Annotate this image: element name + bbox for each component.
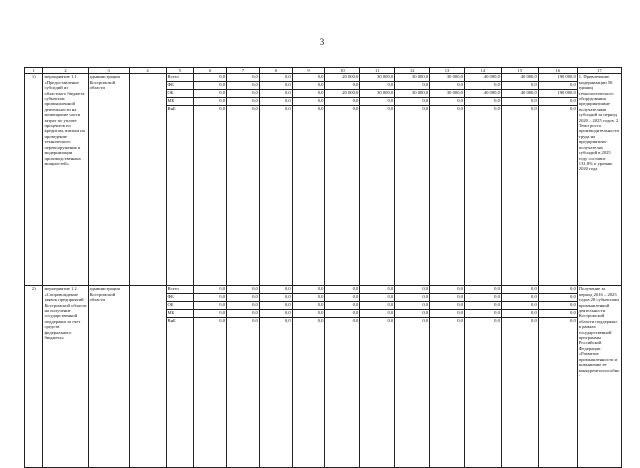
- value-cell: 0,0: [227, 302, 260, 310]
- row-number-cell: 2): [25, 286, 43, 468]
- value-cell: 0,0: [227, 90, 260, 98]
- value-cell: 0,0: [194, 286, 227, 294]
- value-cell: 0,0: [395, 106, 430, 286]
- value-cell: 0,0: [430, 98, 465, 106]
- value-cell: 190 000,0: [538, 90, 577, 98]
- value-cell: 0,0: [464, 82, 501, 90]
- value-cell: 0,0: [360, 98, 395, 106]
- value-cell: 0,0: [227, 82, 260, 90]
- value-cell: 0,0: [259, 82, 292, 90]
- value-cell: 0,0: [292, 90, 325, 98]
- header-cell: 17: [577, 68, 621, 74]
- value-cell: 0,0: [325, 294, 360, 302]
- value-cell: 0,0: [194, 318, 227, 468]
- value-cell: 0,0: [464, 286, 501, 294]
- value-cell: 0,0: [395, 294, 430, 302]
- source-label-cell: Всего: [166, 74, 194, 82]
- value-cell: 0,0: [464, 302, 501, 310]
- source-label-cell: ФБ: [166, 294, 194, 302]
- value-cell: 20 000,0: [325, 74, 360, 82]
- value-cell: 0,0: [227, 318, 260, 468]
- value-cell: 0,0: [395, 82, 430, 90]
- value-cell: 0,0: [325, 98, 360, 106]
- executor-cell: администрация Костромской области: [88, 286, 129, 468]
- value-cell: 0,0: [259, 74, 292, 82]
- value-cell: 0,0: [501, 294, 538, 302]
- value-cell: 0,0: [227, 310, 260, 318]
- value-cell: 0,0: [501, 302, 538, 310]
- value-cell: 0,0: [292, 74, 325, 82]
- blank-cell: [129, 286, 166, 468]
- value-cell: 0,0: [430, 286, 465, 294]
- value-cell: 0,0: [194, 310, 227, 318]
- source-label-cell: МБ: [166, 98, 194, 106]
- value-cell: 0,0: [227, 286, 260, 294]
- value-cell: 0,0: [259, 318, 292, 468]
- value-cell: 0,0: [538, 310, 577, 318]
- value-cell: 190 000,0: [538, 74, 577, 82]
- executor-cell: администрация Костромской области: [88, 74, 129, 286]
- value-cell: 0,0: [259, 90, 292, 98]
- row-number-cell: 1): [25, 74, 43, 286]
- value-cell: 0,0: [259, 106, 292, 286]
- value-cell: 0,0: [464, 310, 501, 318]
- value-cell: 0,0: [227, 98, 260, 106]
- value-cell: 0,0: [464, 106, 501, 286]
- value-cell: 0,0: [395, 98, 430, 106]
- value-cell: 0,0: [395, 302, 430, 310]
- value-cell: 0,0: [464, 98, 501, 106]
- value-cell: 0,0: [194, 82, 227, 90]
- header-cell: 4: [129, 68, 166, 74]
- value-cell: 0,0: [538, 106, 577, 286]
- value-cell: 0,0: [259, 294, 292, 302]
- value-cell: 30 000,0: [395, 90, 430, 98]
- result-cell: Получение за период 2016 – 2025 годов 28 субъектами промышленной деятельности Костромской области поддержки в рамках государственной программы Российской Федерации «Развитие промышленности и повышение ее конкурентоспособно-: [577, 286, 621, 468]
- header-cell: 11: [360, 68, 395, 74]
- header-cell: 1: [25, 68, 43, 74]
- value-cell: 0,0: [538, 98, 577, 106]
- value-cell: 40 000,0: [464, 90, 501, 98]
- value-cell: 0,0: [360, 286, 395, 294]
- value-cell: 0,0: [395, 286, 430, 294]
- value-cell: 0,0: [292, 82, 325, 90]
- source-label-cell: ОБ: [166, 90, 194, 98]
- value-cell: 0,0: [430, 310, 465, 318]
- value-cell: 0,0: [325, 106, 360, 286]
- value-cell: 0,0: [501, 310, 538, 318]
- value-cell: 0,0: [194, 106, 227, 286]
- value-cell: 0,0: [292, 302, 325, 310]
- value-cell: 0,0: [292, 106, 325, 286]
- header-cell: 3: [88, 68, 129, 74]
- header-cell: 8: [259, 68, 292, 74]
- value-cell: 0,0: [395, 310, 430, 318]
- value-cell: 40 000,0: [464, 74, 501, 82]
- value-cell: 0,0: [430, 106, 465, 286]
- result-cell: 1. Привлечение модернизации 58 единиц технологического оборудования предприятиями-получателями субсидий за период 2020 – 2025 годов. 2. Темп роста производительности труда на предприятиях-получателях субсидий в 2025 году составит 131,8% к уровню 2020 года: [577, 74, 621, 286]
- value-cell: 0,0: [501, 82, 538, 90]
- measure-cell: мероприятие 1.2 «Сопровождение заявок предприятий Костромской области на получение государственной поддержки за счет средств федерального бюджета»: [43, 286, 88, 468]
- header-cell: 6: [194, 68, 227, 74]
- table-row: [25, 74, 622, 82]
- value-cell: 0,0: [501, 106, 538, 286]
- value-cell: 0,0: [538, 82, 577, 90]
- value-cell: 30 000,0: [430, 90, 465, 98]
- value-cell: 0,0: [227, 294, 260, 302]
- value-cell: 0,0: [538, 286, 577, 294]
- value-cell: 30 000,0: [395, 74, 430, 82]
- value-cell: 0,0: [259, 286, 292, 294]
- value-cell: 0,0: [325, 286, 360, 294]
- value-cell: 0,0: [430, 302, 465, 310]
- value-cell: 0,0: [464, 294, 501, 302]
- program-table: [24, 67, 622, 468]
- value-cell: 0,0: [292, 318, 325, 468]
- header-cell: 2: [43, 68, 88, 74]
- blank-cell: [129, 74, 166, 286]
- header-cell: 16: [538, 68, 577, 74]
- value-cell: 0,0: [464, 318, 501, 468]
- value-cell: 0,0: [360, 302, 395, 310]
- value-cell: 0,0: [259, 302, 292, 310]
- value-cell: 0,0: [325, 82, 360, 90]
- header-cell: 5: [166, 68, 194, 74]
- value-cell: 0,0: [194, 74, 227, 82]
- value-cell: 0,0: [325, 318, 360, 468]
- source-label-cell: ВнБ: [166, 318, 194, 468]
- value-cell: 0,0: [501, 318, 538, 468]
- header-cell: 12: [395, 68, 430, 74]
- header-cell: 7: [227, 68, 260, 74]
- source-label-cell: ФБ: [166, 82, 194, 90]
- value-cell: 0,0: [501, 98, 538, 106]
- value-cell: 0,0: [259, 98, 292, 106]
- value-cell: 0,0: [227, 74, 260, 82]
- header-cell: 10: [325, 68, 360, 74]
- value-cell: 0,0: [259, 310, 292, 318]
- header-cell: 15: [501, 68, 538, 74]
- value-cell: 40 000,0: [501, 90, 538, 98]
- value-cell: 40 000,0: [501, 74, 538, 82]
- value-cell: 0,0: [292, 310, 325, 318]
- value-cell: 0,0: [360, 310, 395, 318]
- value-cell: 0,0: [360, 106, 395, 286]
- value-cell: 0,0: [194, 294, 227, 302]
- value-cell: 0,0: [227, 106, 260, 286]
- value-cell: 0,0: [538, 318, 577, 468]
- value-cell: 0,0: [360, 82, 395, 90]
- value-cell: 0,0: [501, 286, 538, 294]
- value-cell: 0,0: [538, 302, 577, 310]
- header-cell: 9: [292, 68, 325, 74]
- source-label-cell: МБ: [166, 310, 194, 318]
- value-cell: 0,0: [194, 302, 227, 310]
- value-cell: 0,0: [194, 98, 227, 106]
- value-cell: 0,0: [430, 294, 465, 302]
- page-number: 3: [319, 37, 325, 47]
- value-cell: 0,0: [395, 318, 430, 468]
- value-cell: 0,0: [292, 98, 325, 106]
- header-cell: 13: [430, 68, 465, 74]
- table-row: [25, 286, 622, 294]
- value-cell: 0,0: [360, 318, 395, 468]
- source-label-cell: ВнБ: [166, 106, 194, 286]
- value-cell: 0,0: [430, 318, 465, 468]
- value-cell: 30 000,0: [360, 90, 395, 98]
- value-cell: 0,0: [292, 294, 325, 302]
- value-cell: 0,0: [430, 82, 465, 90]
- value-cell: 30 000,0: [360, 74, 395, 82]
- value-cell: 0,0: [194, 90, 227, 98]
- value-cell: 0,0: [292, 286, 325, 294]
- measure-cell: мероприятие 1.1. «Предоставление субсидий из областного бюджета субъектам промышленной деятельности на возмещение части затрат по уплате процентов по кредитам, взятым на проведение технического перевооружения и модернизации производственных мощностей»: [43, 74, 88, 286]
- source-label-cell: Всего: [166, 286, 194, 294]
- source-label-cell: ОБ: [166, 302, 194, 310]
- value-cell: 0,0: [538, 294, 577, 302]
- value-cell: 0,0: [325, 310, 360, 318]
- value-cell: 20 000,0: [325, 90, 360, 98]
- header-cell: 14: [464, 68, 501, 74]
- value-cell: 30 000,0: [430, 74, 465, 82]
- value-cell: 0,0: [325, 302, 360, 310]
- value-cell: 0,0: [360, 294, 395, 302]
